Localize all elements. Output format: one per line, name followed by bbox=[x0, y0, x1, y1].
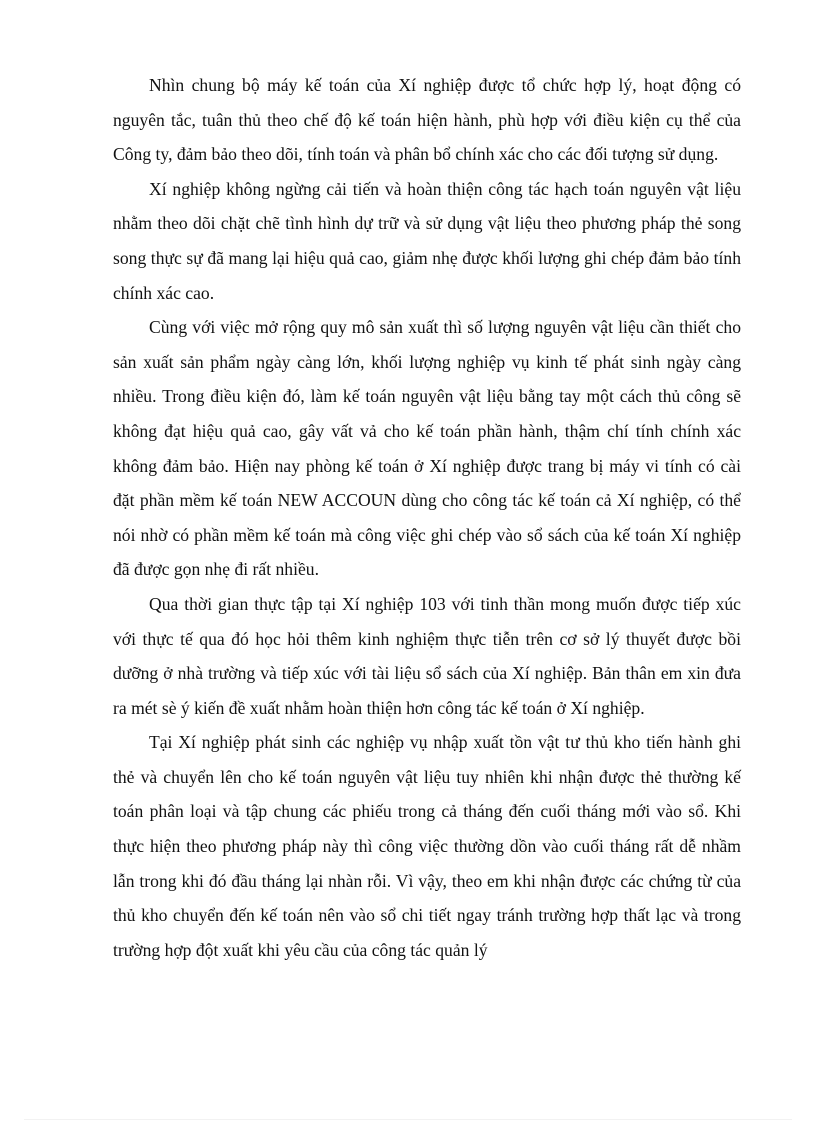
paragraph-2: Xí nghiệp không ngừng cải tiến và hoàn thiện công tác hạch toán nguyên vật liệu nhằm theo dõi chặt chẽ tình hình dự trữ và sử dụng vật liệu theo phương pháp thẻ song song thực sự đã mang lại hiệu quả cao, giảm nhẹ được khối lượng ghi chép đảm bảo tính chính xác cao. bbox=[113, 178, 741, 303]
page-bottom-divider bbox=[24, 1119, 792, 1120]
paragraph-3: Cùng với việc mở rộng quy mô sản xuất thì số lượng nguyên vật liệu cần thiết cho sản xuất sản phẩm ngày càng lớn, khối lượng nghiệp vụ kinh tế phát sinh ngày càng nhiều. Trong điều kiện đó, làm kế toán nguyên vật liệu bằng tay một cách thủ công sẽ không đạt hiệu quả cao, gây vất vả cho kế toán phần hành, thậm chí tính chính xác không đảm bảo. Hiện nay phòng kế toán ở Xí nghiệp được trang bị máy vi tính có cài đặt phần mềm kế toán NEW ACCOUN dùng cho công tác kế toán cả Xí nghiệp, có thể nói nhờ có phần mềm kế toán mà công việc ghi chép vào sổ sách của kế toán Xí nghiệp đã được gọn nhẹ đi rất nhiều. bbox=[113, 317, 741, 580]
document-body bbox=[113, 68, 741, 967]
paragraph-5: Tại Xí nghiệp phát sinh các nghiệp vụ nhập xuất tồn vật tư thủ kho tiến hành ghi thẻ và chuyển lên cho kế toán nguyên vật liệu tuy nhiên khi nhận được thẻ thường kế toán phân loại và tập chung các phiếu trong cả tháng đến cuối tháng mới vào sổ. Khi thực hiện theo phương pháp này thì công việc thường dồn vào cuối tháng rất dễ nhầm lẫn trong khi đó đầu tháng lại nhàn rỗi. Vì vậy, theo em khi nhận được các chứng từ của thủ kho chuyển đến kế toán nên vào sổ chi tiết ngay tránh trường hợp thất lạc và trong trường hợp đột xuất khi yêu cầu của công tác quản lý bbox=[113, 732, 741, 960]
paragraph-4: Qua thời gian thực tập tại Xí nghiệp 103 với tinh thần mong muốn được tiếp xúc với thực tế qua đó học hỏi thêm kinh nghiệm thực tiễn trên cơ sở lý thuyết được bồi dưỡng ở nhà trường và tiếp xúc với tài liệu sổ sách của Xí nghiệp. Bản thân em xin đưa ra mét sè ý kiến đề xuất nhằm hoàn thiện hơn công tác kế toán ở Xí nghiệp. bbox=[113, 593, 741, 718]
paragraph-1: Nhìn chung bộ máy kế toán của Xí nghiệp được tổ chức hợp lý, hoạt động có nguyên tắc, tuân thủ theo chế độ kế toán hiện hành, phù hợp với điều kiện cụ thể của Công ty, đảm bảo theo dõi, tính toán và phân bổ chính xác cho các đối tượng sử dụng. bbox=[113, 75, 741, 165]
